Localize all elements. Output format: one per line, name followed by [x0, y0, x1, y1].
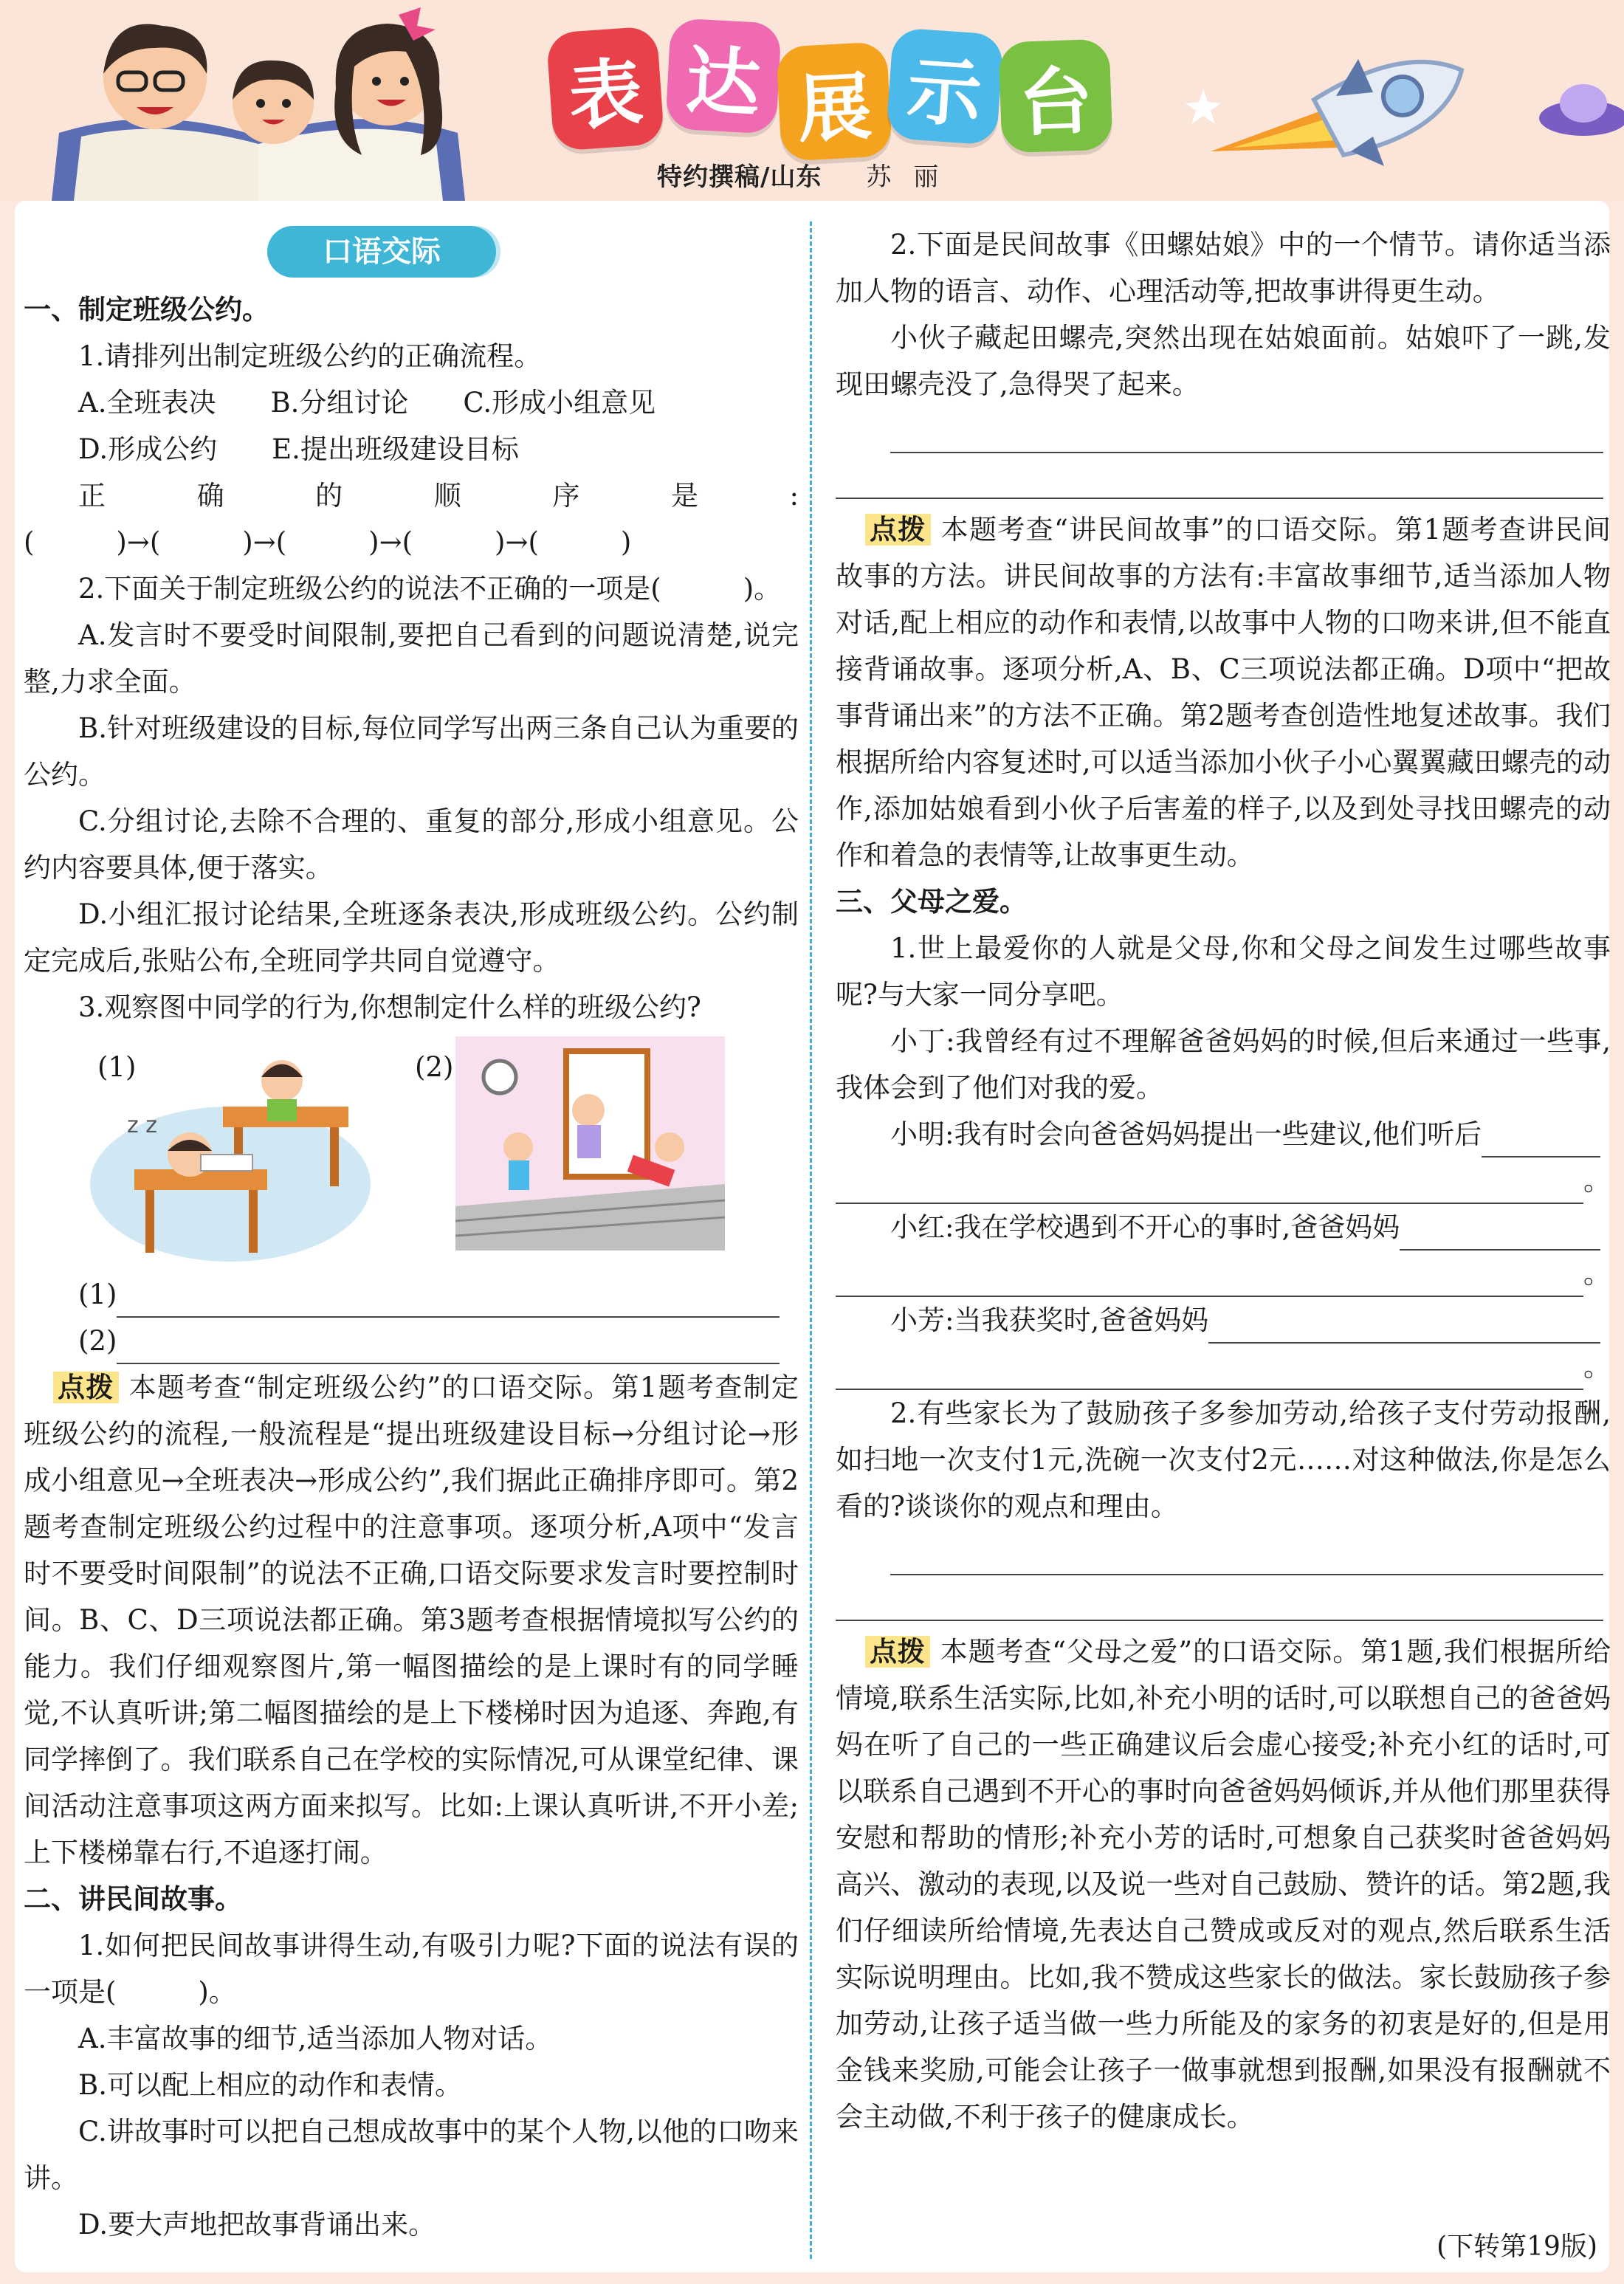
rocket-illustration: [1181, 30, 1624, 177]
s3-xiaofang-line: [836, 1344, 1611, 1390]
s2-q2-answer-line-1[interactable]: [890, 407, 1603, 453]
s3-xiaohong-line: [836, 1251, 1611, 1297]
s3-xiaoming: [836, 1111, 1611, 1158]
s2-q2: 2.下面是民间故事《田螺姑娘》中的一个情节。请你适当添加人物的语言、动作、心理活动等,把故事讲得更生动。: [836, 229, 1611, 307]
s1-q1-options-2: D.形成公约 E.提出班级建设目标: [78, 433, 519, 465]
s3-xiaofang: [836, 1297, 1611, 1344]
section-title-badge: 口语交际: [267, 226, 496, 278]
tip-1-text: 本题考查“制定班级公约”的口语交际。第1题考查制定班级公约的流程,一般流程是“提出班级建设目标→分组讨论→形成小组意见→全班表决→形成公约”,我们据此正确排序即可。第2题考查制定班级公约过程中的注意事项。逐项分析,A项中“发言时不要受时间限制”的说法不正确,口语交际要求发言时要控制时间。B、C、D三项说法都正确。第3题考查根据情境拟写公约的能力。我们仔细观察图片,第一幅图描绘的是上课时有的同学睡觉,不认真听讲;第二幅图描绘的是上下楼梯时因为追逐、奔跑,有同学摔倒了。我们联系自己在学校的实际情况,可从课堂纪律、课间活动注意事项这两方面来拟写。比如:上课认真听讲,不开小差;上下楼梯靠右行,不追逐打闹。: [24, 1372, 799, 1868]
right-column: [836, 221, 1611, 2140]
byline-author: 苏丽: [866, 162, 961, 192]
left-column: [24, 221, 799, 2248]
title-char-5: 台: [998, 38, 1112, 153]
s3-xiaoming-line: [836, 1158, 1611, 1204]
s1-q2-c: C.分组讨论,去除不合理的、重复的部分,形成小组意见。公约内容要具体,便于落实。: [24, 805, 799, 884]
s1-q1: 1.请排列出制定班级公约的正确流程。: [78, 340, 542, 372]
s2-q1-c: C.讲故事时可以把自己想成故事中的某个人物,以他的口吻来讲。: [24, 2116, 799, 2194]
title-char-2: 达: [665, 18, 782, 134]
s1-q1-options-1: A.全班表决 B.分组讨论 C.形成小组意见: [78, 387, 656, 419]
family-reading-illustration: [52, 7, 465, 201]
s3-xiaofang-period: 。: [1583, 1351, 1611, 1383]
pic1-label: (1): [97, 1051, 137, 1083]
tip-3: [836, 1628, 1611, 2140]
s2-q1: 1.如何把民间故事讲得生动,有吸引力呢?下面的说法有误的一项是( )。: [24, 1930, 799, 2008]
tip-2-text: 本题考查“讲民间故事”的口语交际。第1题考查讲民间故事的方法。讲民间故事的方法有:丰富故事细节,适当添加人物对话,配上相应的动作和表情,以故事中人物的口吻来讲,但不能直接背诵故事。逐项分析,A、B、C三项说法都正确。D项中“把故事背诵出来”的方法不正确。第2题考查创造性地复述故事。我们根据所给内容复述时,可以适当添加小伙子小心翼翼藏田螺壳的动作,添加姑娘看到小伙子后害羞的样子,以及到处寻找田螺壳的动作和着急的表情等,让故事更生动。: [836, 514, 1611, 871]
s3-xiaoming-line-2[interactable]: [836, 1173, 1583, 1204]
s3-xiaohong-line-2[interactable]: [836, 1266, 1583, 1297]
byline: [657, 156, 960, 193]
s3-q2: 2.有些家长为了鼓励孩子多参加劳动,给孩子支付劳动报酬,如扫地一次支付1元,洗碗一次支付2元……对这种做法,你是怎么看的?谈谈你的观点和理由。: [836, 1397, 1611, 1522]
q3-answer-1: [24, 1271, 799, 1318]
q3-answer-2: [24, 1318, 799, 1364]
s3-q1: 1.世上最爱你的人就是父母,你和父母之间发生过哪些故事呢?与大家一同分享吧。: [836, 932, 1611, 1011]
s1-q1-order: 正确的顺序是:( )→( )→( )→( )→( ): [24, 480, 799, 558]
byline-label: 特约撰稿/山东: [657, 162, 822, 192]
s3-q2-answer-line-1[interactable]: [890, 1530, 1603, 1575]
s1-q3: 3.观察图中同学的行为,你想制定什么样的班级公约?: [78, 991, 701, 1023]
s1-q2-b: B.针对班级建设的目标,每位同学写出两三条自己认为重要的公约。: [24, 712, 799, 791]
title-char-4: 示: [886, 27, 1004, 145]
s3-q2-answer-line-2[interactable]: [836, 1575, 1603, 1621]
s3-xiaoding: 小丁:我曾经有过不理解爸爸妈妈的时候,但后来通过一些事,我体会到了他们对我的爱。: [836, 1025, 1611, 1104]
s1-heading: 一、制定班级公约。: [24, 294, 269, 326]
header-banner: [0, 0, 1624, 201]
s3-xiaoming-period: 。: [1583, 1165, 1611, 1197]
s3-xiaohong-fill[interactable]: [1400, 1220, 1600, 1251]
classroom-sleeping-picture: [90, 1051, 385, 1265]
s3-heading: 三、父母之爱。: [836, 886, 1027, 918]
s1-q2-a: A.发言时不要受时间限制,要把自己看到的问题说清楚,说完整,力求全面。: [24, 619, 799, 698]
tip-1: [24, 1364, 799, 1876]
s2-q1-d: D.要大声地把故事背诵出来。: [78, 2209, 436, 2240]
q3-answer-2-line[interactable]: [117, 1333, 780, 1364]
s3-xiaofang-line-2[interactable]: [836, 1359, 1583, 1390]
s3-xiaoming-fill[interactable]: [1482, 1126, 1600, 1158]
pic2-label: (2): [415, 1051, 454, 1083]
tip-2-label: 点拨: [865, 514, 931, 546]
s2-q2-story: 小伙子藏起田螺壳,突然出现在姑娘面前。姑娘吓了一跳,发现田螺壳没了,急得哭了起来。: [836, 322, 1611, 400]
s3-xiaoming-text: 小明:我有时会向爸爸妈妈提出一些建议,他们听后: [890, 1118, 1482, 1150]
s1-q2-d: D.小组汇报讨论结果,全班逐条表决,形成班级公约。公约制定完成后,张贴公布,全班同学共同自觉遵守。: [24, 898, 799, 977]
title-char-1: 表: [546, 26, 665, 151]
s3-xiaofang-fill[interactable]: [1208, 1313, 1600, 1344]
tip-3-text: 本题考查“父母之爱”的口语交际。第1题,我们根据所给情境,联系生活实际,比如,补充小明的话时,可以联想自己的爸爸妈妈在听了自己的一些正确建议后会虚心接受;补充小红的话时,可以联系自己遇到不开心的事时向爸爸妈妈倾诉,并从他们那里获得安慰和帮助的情形;补充小芳的话时,可想象自己获奖时爸爸妈妈高兴、激动的表现,以及说一些对自己鼓励、赞许的话。第2题,我们仔细读所给情境,先表达自己赞成或反对的观点,然后联系生活实际说明理由。比如,我不赞成这些家长的做法。家长鼓励孩子参加劳动,让孩子适当做一些力所能及的家务的初衷是好的,但是用金钱来奖励,可能会让孩子一做事就想到报酬,如果没有报酬就不会主动做,不利于孩子的健康成长。: [836, 1636, 1611, 2133]
stairs-running-picture: [455, 1036, 725, 1251]
tip-3-label: 点拨: [865, 1636, 930, 1668]
tip-2: [836, 506, 1611, 878]
q3-answer-1-label: (1): [78, 1279, 117, 1310]
q3-pictures: [24, 1036, 799, 1265]
title-char-3: 展: [776, 41, 892, 162]
column-divider: [810, 221, 812, 2259]
s3-xiaohong-period: 。: [1583, 1258, 1611, 1290]
s2-q1-a: A.丰富故事的细节,适当添加人物对话。: [78, 2023, 553, 2054]
s2-q2-answer-line-2[interactable]: [836, 453, 1603, 499]
svg-text:z z: z z: [127, 1112, 158, 1138]
continued-note: (下转第19版): [1437, 2232, 1597, 2262]
q3-answer-1-line[interactable]: [117, 1287, 780, 1318]
q3-answer-2-label: (2): [78, 1325, 117, 1357]
s3-xiaofang-text: 小芳:当我获奖时,爸爸妈妈: [890, 1304, 1209, 1336]
tip-1-label: 点拨: [53, 1372, 119, 1403]
s3-xiaohong-text: 小红:我在学校遇到不开心的事时,爸爸妈妈: [890, 1211, 1400, 1243]
s2-q1-b: B.可以配上相应的动作和表情。: [78, 2069, 462, 2101]
s2-heading: 二、讲民间故事。: [24, 1883, 242, 1915]
s1-q2: 2.下面关于制定班级公约的说法不正确的一项是( )。: [78, 573, 782, 605]
s3-xiaohong: [836, 1204, 1611, 1251]
